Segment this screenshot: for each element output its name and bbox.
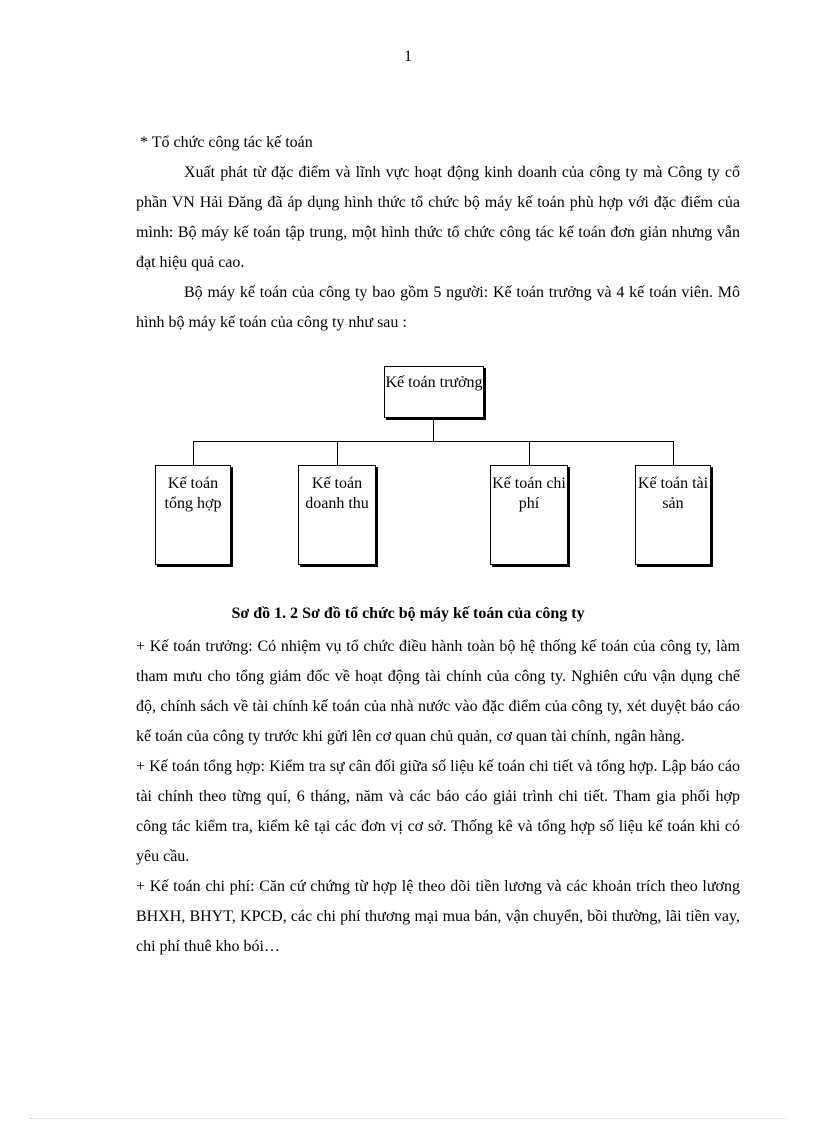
intro-text	[136, 158, 740, 338]
revenue-accountant-box: Kế toán doanh thu	[298, 465, 376, 565]
asset-accountant-box: Kế toán tài sản	[635, 465, 711, 565]
cost-accountant-box: Kế toán chi phí	[490, 465, 568, 565]
description-text	[136, 632, 740, 962]
description-chief-accountant: + Kế toán trưởng: Có nhiệm vụ tổ chức điều hành toàn bộ hệ thống kế toán của công ty, làm tham mưu cho tổng giám đốc về hoạt động tài chính của công ty. Nghiên cứu vận dụng chế độ, chính sách về tài chính kế toán của nhà nước vào đặc điểm của công ty, xét duyệt báo cáo kế toán của công ty trước khi gửi lên cơ quan chủ quản, cơ quan tài chính, ngân hàng.	[136, 638, 740, 745]
section-heading: * Tổ chức công tác kế toán	[140, 134, 313, 151]
connector-4	[673, 441, 674, 465]
connector-3	[529, 441, 530, 465]
connector-1	[193, 441, 194, 465]
description-general-accountant: + Kế toán tổng hợp: Kiểm tra sự cân đối giữa số liệu kế toán chi tiết và tổng hợp. Lập báo cáo tài chính theo từng quí, 6 tháng, năm và các báo cáo giải trình chi tiết. Tham gia phối hợp công tác kiểm tra, kiểm kê tại các đơn vị cơ sở. Thống kê và tổng hợp số liệu kế toán khi có yêu cầu.	[136, 758, 740, 865]
general-accountant-box: Kế toán tổng hợp	[155, 465, 231, 565]
diagram-caption: Sơ đồ 1. 2 Sơ đồ tổ chức bộ máy kế toán của công ty	[231, 605, 585, 622]
chief-accountant-box: Kế toán trưởng	[384, 366, 484, 418]
connector-2	[337, 441, 338, 465]
intro-paragraph-1: Xuất phát từ đặc điểm và lĩnh vực hoạt động kinh doanh của công ty mà Công ty cổ phần VN Hải Đăng đã áp dụng hình thức tổ chức bộ máy kế toán phù hợp với đặc điểm của mình: Bộ máy kế toán tập trung, một hình thức tổ chức công tác kế toán đơn giản nhưng vẫn đạt hiệu quả cao.	[136, 164, 740, 271]
intro-paragraph-2: Bộ máy kế toán của công ty bao gồm 5 người: Kế toán trưởng và 4 kế toán viên. Mô hình bộ máy kế toán của công ty như sau :	[136, 284, 740, 331]
connector-horizontal	[193, 441, 673, 442]
page-number: 1	[404, 48, 412, 65]
org-chart	[146, 362, 726, 577]
description-cost-accountant: + Kế toán chi phí: Căn cứ chứng từ hợp lệ theo dõi tiền lương và các khoản trích theo lương BHXH, BHYT, KPCĐ, các chi phí thương mại mua bán, vận chuyển, bồi thường, lãi tiền vay, chi phí thuê kho bói…	[136, 878, 740, 955]
page-bottom-rule	[30, 1118, 786, 1119]
connector-vertical-top	[433, 420, 434, 442]
